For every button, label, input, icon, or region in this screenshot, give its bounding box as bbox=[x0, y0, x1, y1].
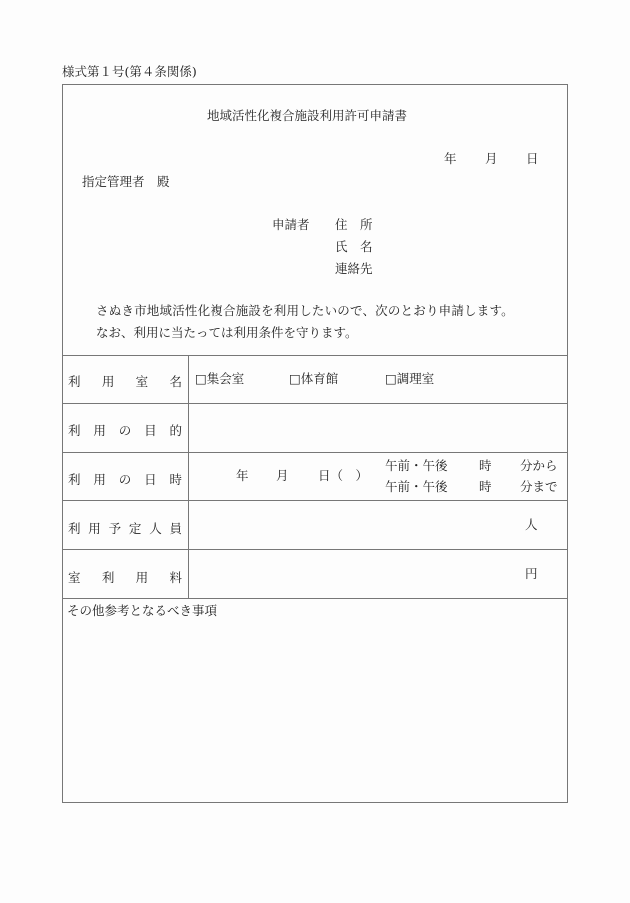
use-date-year: 年 bbox=[236, 468, 249, 483]
column-divider bbox=[188, 355, 189, 598]
remarks-field[interactable] bbox=[64, 622, 566, 800]
date-month: 月 bbox=[485, 151, 498, 166]
row-divider bbox=[62, 500, 568, 501]
table-top-border bbox=[62, 355, 568, 356]
row-divider bbox=[62, 598, 568, 599]
checkbox-meeting-room[interactable]: □集会室 bbox=[195, 371, 245, 386]
row-label-attendees: 利 用 予 定 人 員 bbox=[68, 521, 182, 536]
checkbox-cooking-room[interactable]: □調理室 bbox=[385, 371, 435, 386]
time-from-ampm: 午前・午後 bbox=[385, 458, 448, 473]
row-label-fee: 室 利 用 料 bbox=[68, 570, 182, 585]
time-to-hour: 時 bbox=[479, 479, 492, 494]
remarks-label: その他参考となるべき事項 bbox=[67, 603, 218, 618]
purpose-field[interactable] bbox=[190, 405, 566, 451]
time-to-ampm: 午前・午後 bbox=[385, 479, 448, 494]
row-divider bbox=[62, 549, 568, 550]
applicant-contact-label: 連絡先 bbox=[335, 261, 373, 276]
time-from-hour: 時 bbox=[479, 458, 492, 473]
attendees-unit: 人 bbox=[525, 517, 538, 532]
row-divider bbox=[62, 452, 568, 453]
row-label-purpose: 利 用 の 目 的 bbox=[68, 423, 182, 438]
fee-unit: 円 bbox=[525, 566, 538, 581]
use-date-day: 日（ ） bbox=[318, 468, 369, 483]
checkbox-gymnasium[interactable]: □体育館 bbox=[289, 371, 339, 386]
statement-line-1: さぬき市地域活性化複合施設を利用したいので、次のとおり申請します。 bbox=[96, 303, 514, 318]
row-label-room: 利 用 室 名 bbox=[68, 374, 182, 389]
use-date-month: 月 bbox=[276, 468, 289, 483]
statement-line-2: なお、利用に当たっては利用条件を守ります。 bbox=[96, 325, 358, 340]
date-year: 年 bbox=[444, 151, 457, 166]
form-title: 地域活性化複合施設利用許可申請書 bbox=[207, 108, 408, 123]
time-from-minute: 分から bbox=[520, 458, 558, 473]
applicant-address-label: 住 所 bbox=[335, 217, 373, 232]
addressee: 指定管理者 殿 bbox=[82, 174, 170, 189]
row-divider bbox=[62, 403, 568, 404]
form-number: 様式第１号(第４条関係) bbox=[62, 64, 197, 79]
date-day: 日 bbox=[526, 151, 539, 166]
applicant-label: 申請者 bbox=[272, 217, 310, 232]
applicant-name-label: 氏 名 bbox=[335, 239, 373, 254]
row-label-datetime: 利 用 の 日 時 bbox=[68, 472, 182, 487]
time-to-minute: 分まで bbox=[520, 479, 558, 494]
